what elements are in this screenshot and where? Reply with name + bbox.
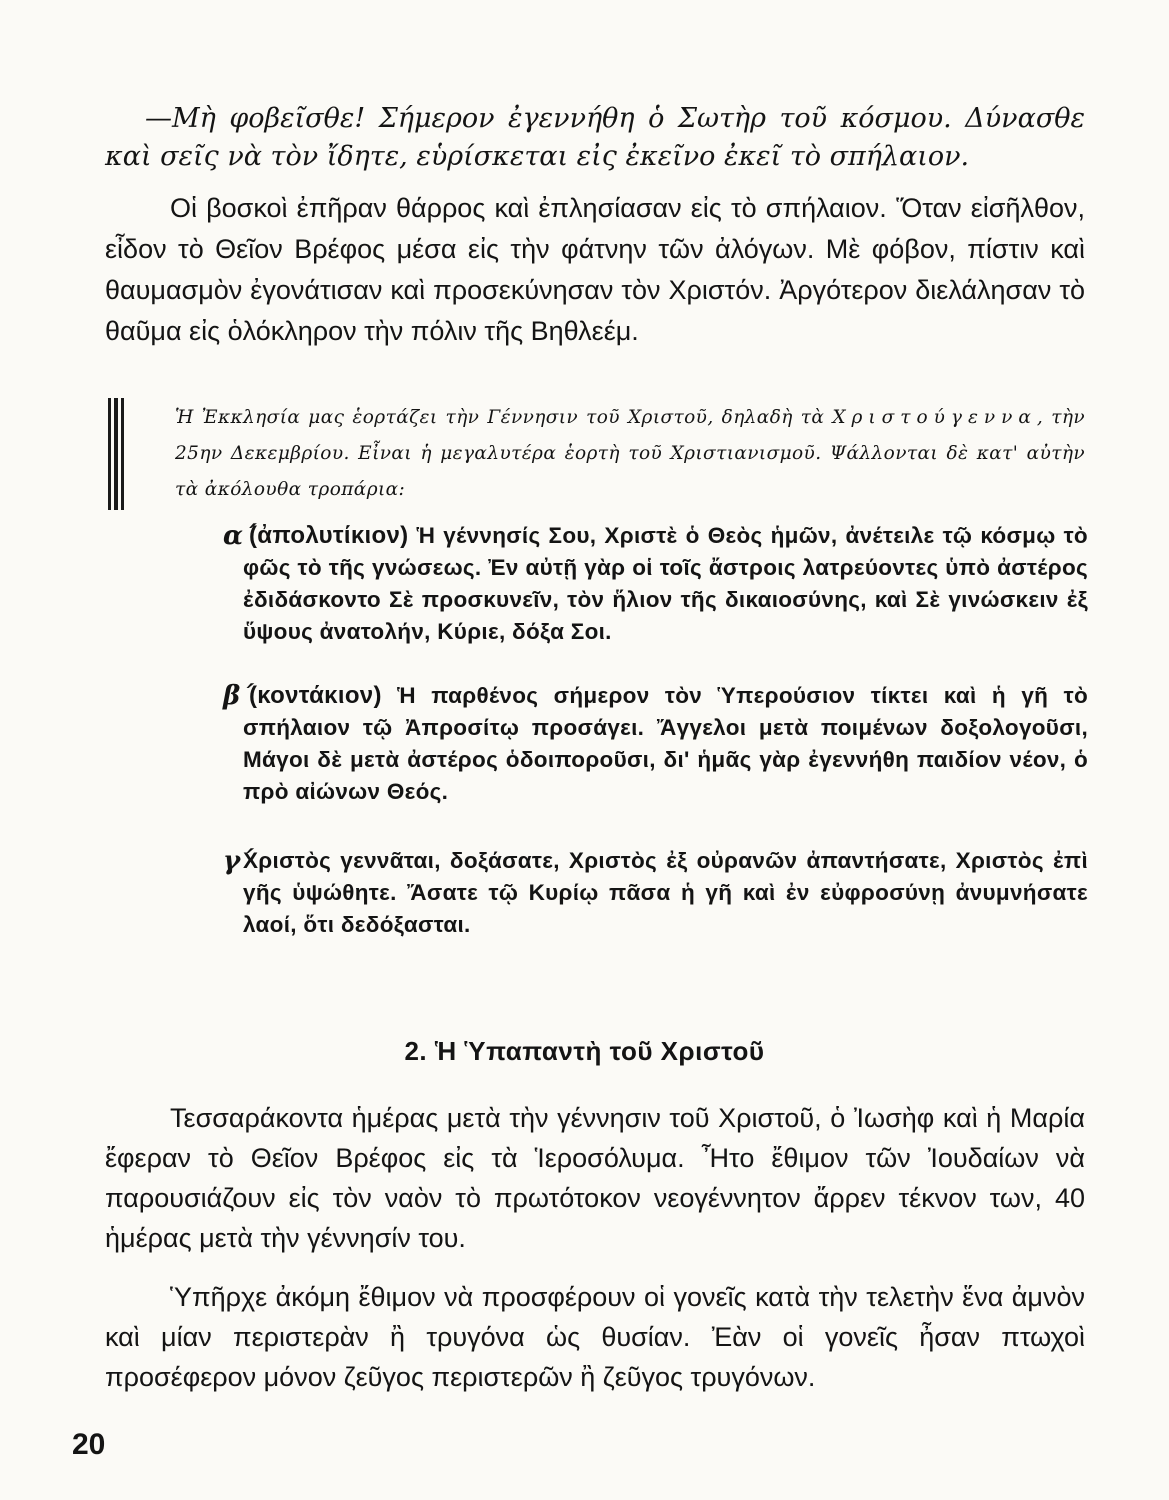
- hymn-label: (ἀπολυτίκιον): [249, 522, 409, 549]
- christmas-note: [175, 400, 1085, 508]
- presentation-paragraph-1: Τεσσαράκοντα ἡμέρας μετὰ τὴν γέννησιν τοῦ Χριστοῦ, ὁ Ἰωσὴφ καὶ ἡ Μαρία ἔφεραν τὸ Θεῖον Βρέφος εἰς τὰ Ἱεροσόλυμα. Ἦτο ἔθιμον τῶν Ἰουδαίων νὰ παρουσιάζουν εἰς τὸν ναὸν τὸ πρωτότοκον νεογέννητον ἄρρεν τέκνον των, 40 ἡμέρας μετὰ τὴν γέννησίν του.: [105, 1103, 1085, 1253]
- hymn-label: (κοντάκιον): [249, 682, 382, 709]
- presentation-paragraph-2: Ὑπῆρχε ἀκόμη ἔθιμον νὰ προσφέρουν οἱ γονεῖς κατὰ τὴν τελετὴν ἕνα ἀμνὸν καὶ μίαν περιστερὰν ἢ τρυγόνα ὡς θυσίαν. Ἐὰν οἱ γονεῖς ἦσαν πτωχοὶ προσέφερον μόνον ζεῦγος περιστερῶν ἢ ζεῦγος τρυγόνων.: [105, 1282, 1085, 1392]
- shepherds-paragraph: Οἱ βοσκοὶ ἐπῆραν θάρρος καὶ ἐπλησίασαν εἰς τὸ σπήλαιον. Ὅταν εἰσῆλθον, εἶδον τὸ Θεῖον Βρέφος μέσα εἰς τὴν φάτνην τῶν ἀλόγων. Μὲ φόβον, πίστιν καὶ θαυμασμὸν ἐγονάτισαν καὶ προσεκύνησαν τὸν Χριστόν. Ἀργότερον διελάλησαν τὸ θαῦμα εἰς ὁλόκληρον τὴν πόλιν τῆς Βηθλεέμ.: [105, 193, 1085, 346]
- note-text-after: , τὴν 25ην Δεκεμβρίου. Εἶναι ἡ μεγαλυτέρα ἑορτὴ τοῦ Χριστιανισμοῦ. Ψάλλονται δὲ κατ' αὐτὴν τὰ ἀκόλουθα τροπάρια:: [175, 407, 1085, 500]
- note-text-before: Ἡ Ἐκκλησία μας ἑορτάζει τὴν Γέννησιν τοῦ Χριστοῦ, δηλαδὴ τὰ: [175, 407, 833, 428]
- hymn-text: Χριστὸς γεννᾶται, δοξάσατε, Χριστὸς ἐξ οὐρανῶν ἀπαντήσατε, Χριστὸς ἐπὶ γῆς ὑψώθητε. Ἄσατε τῷ Κυρίῳ πᾶσα ἡ γῆ καὶ ἐν εὐφροσύνῃ ἀνυμνήσατε λαοί, ὅτι δεδόξασται.: [243, 848, 1088, 937]
- hymn-apolytikion: [223, 520, 1088, 648]
- hymn-marker: β΄: [223, 681, 254, 711]
- page-number: 20: [72, 1428, 106, 1461]
- hymn-text: Ἡ γέννησίς Σου, Χριστὲ ὁ Θεὸς ἡμῶν, ἀνέτειλε τῷ κόσμῳ τὸ φῶς τὸ τῆς γνώσεως. Ἐν αὐτῇ γὰρ οἱ τοῖς ἄστροις λατρεύοντες ὑπὸ ἀστέρος ἐδιδάσκοντο Σὲ προσκυνεῖν, τὸν ἥλιον τῆς δικαιοσύνης, καὶ Σὲ γινώσκειν ἐξ ὕψους ἀνατολήν, Κύριε, δόξα Σοι.: [243, 523, 1088, 644]
- hymn-marker: α΄: [223, 521, 257, 551]
- hymn-text: Ἡ παρθένος σήμερον τὸν Ὑπερούσιον τίκτει καὶ ἡ γῆ τὸ σπήλαιον τῷ Ἀπροσίτῳ προσάγει. Ἄγγελοι μετὰ ποιμένων δοξολογοῦσι, Μάγοι δὲ μετὰ ἀστέρος ὁδοιποροῦσι, δι' ἡμᾶς γὰρ ἐγεννήθη παιδίον νέον, ὁ πρὸ αἰώνων Θεός.: [243, 683, 1088, 804]
- hymn-third: [223, 845, 1088, 941]
- note-margin-bars: [108, 398, 124, 510]
- hymn-marker: γ΄: [223, 846, 254, 876]
- hymn-kontakion: [223, 680, 1088, 808]
- angel-speech-paragraph: —Μὴ φοβεῖσθε! Σήμερον ἐγεννήθη ὁ Σωτὴρ τοῦ κόσμου. Δύνασθε καὶ σεῖς νὰ τὸν ἴδητε, εὑρίσκεται εἰς ἐκεῖνο ἐκεῖ τὸ σπήλαιον.: [105, 103, 1085, 172]
- note-spaced-word: Χριστούγεννα: [832, 407, 1037, 428]
- section-title: 2. Ἡ Ὑπαπαντὴ τοῦ Χριστοῦ: [404, 1036, 765, 1066]
